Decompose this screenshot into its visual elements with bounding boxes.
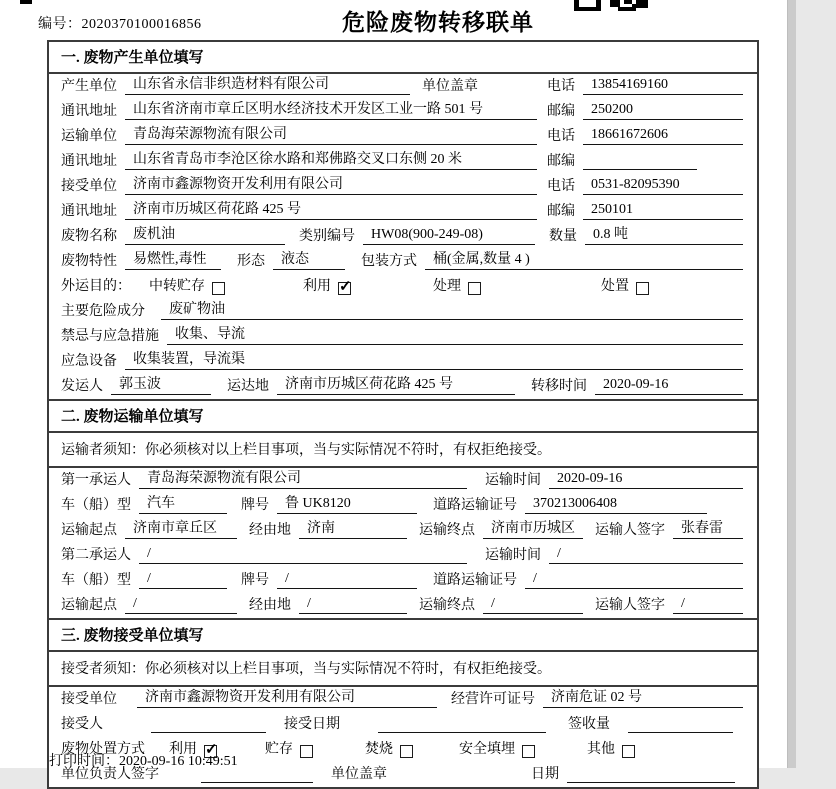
option-label: 其他 [587, 741, 615, 757]
via-label: 经由地 [249, 522, 291, 538]
row-shipper [49, 374, 757, 399]
producer-zip-value: 250200 [583, 102, 743, 120]
receiver-value: 济南市鑫源物资开发利用有限公司 [125, 177, 537, 195]
second-transport-time-value: / [549, 546, 743, 564]
option-label: 利用 [303, 278, 331, 294]
option-incinerate [365, 742, 413, 758]
option-label: 利用 [169, 741, 197, 757]
option-label: 中转贮存 [149, 278, 205, 294]
zip-label: 邮编 [547, 203, 575, 219]
transport-time-label: 运输时间 [485, 472, 541, 488]
option-utilize [303, 279, 351, 295]
producer-value: 山东省永信非织造材料有限公司 [125, 77, 410, 95]
taboo-label: 禁忌与应急措施 [61, 328, 159, 344]
receive-date-label: 接受日期 [284, 716, 340, 732]
checkbox-incinerate [400, 745, 413, 758]
taboo-value: 收集、导流 [167, 327, 743, 345]
receive-unit-value: 济南市鑫源物资开发利用有限公司 [137, 690, 437, 708]
second-carrier-sign-value: / [673, 596, 743, 614]
transporter-notice: 运输者须知：你必须核对以上栏目事项，当与实际情况不符时，有权拒绝接受。 [49, 433, 757, 468]
checkbox-transfer-storage [212, 282, 225, 295]
row-first-carrier [49, 468, 757, 493]
road-permit-label: 道路运输证号 [433, 572, 517, 588]
carrier-sign-label: 运输人签字 [595, 522, 665, 538]
category-label: 类别编号 [299, 228, 355, 244]
first-carrier-sign-value: 张春雷 [673, 521, 743, 539]
address-label: 通讯地址 [61, 203, 117, 219]
destination-value: 济南市历城区荷花路 425 号 [277, 377, 515, 395]
option-other [587, 742, 635, 758]
category-value: HW08(900-249-08) [363, 227, 535, 245]
transfer-time-value: 2020-09-16 [595, 377, 743, 395]
license-label: 经营许可证号 [451, 691, 535, 707]
option-label: 处置 [601, 278, 629, 294]
section2-title: 二. 废物运输单位填写 [49, 399, 757, 433]
row-first-route [49, 518, 757, 543]
origin-label: 运输起点 [61, 522, 117, 538]
transfer-time-label: 转移时间 [531, 378, 587, 394]
shipper-label: 发运人 [61, 378, 103, 394]
second-plate-value: / [277, 571, 417, 589]
first-transport-time-value: 2020-09-16 [549, 471, 743, 489]
waste-name-label: 废物名称 [61, 228, 117, 244]
receive-date-value [378, 716, 546, 733]
print-time-label: 打印时间： [49, 754, 119, 769]
road-permit-label: 道路运输证号 [433, 497, 517, 513]
equipment-value: 收集装置，导流渠 [125, 352, 743, 370]
document-number-value: 2020370100016856 [81, 17, 202, 32]
form-value: 液态 [273, 252, 345, 270]
plate-label: 牌号 [241, 497, 269, 513]
transporter-label: 运输单位 [61, 128, 117, 144]
receiver-address-value: 济南市历城区荷花路 425 号 [125, 202, 537, 220]
end-label: 运输终点 [419, 522, 475, 538]
receive-unit-label: 接受单位 [61, 691, 117, 707]
row-second-vehicle [49, 568, 757, 593]
purpose-label: 外运目的： [61, 278, 131, 294]
checkbox-store [300, 745, 313, 758]
second-origin-value: / [125, 596, 237, 614]
checkbox-dispose [636, 282, 649, 295]
second-vehicle-value: / [139, 571, 227, 589]
received-amount-value [628, 716, 733, 733]
row-waste-name [49, 224, 757, 249]
first-plate-value: 鲁 UK8120 [277, 496, 417, 514]
page-title: 危险废物转移联单 [342, 10, 534, 35]
receiver-zip-value: 250101 [583, 202, 743, 220]
second-carrier-value: / [139, 546, 467, 564]
option-label: 焚烧 [365, 741, 393, 757]
row-receive-unit [49, 687, 757, 712]
zip-label: 邮编 [547, 153, 575, 169]
manifest-form [47, 40, 759, 789]
phone-label: 电话 [547, 128, 575, 144]
address-label: 通讯地址 [61, 153, 117, 169]
print-time-value: 2020-09-16 10:49:51 [119, 754, 238, 769]
origin-label: 运输起点 [61, 597, 117, 613]
row-producer-address [49, 99, 757, 124]
second-carrier-label: 第二承运人 [61, 547, 131, 563]
row-transporter-address [49, 149, 757, 174]
row-hazard-component [49, 299, 757, 324]
option-dispose [601, 279, 649, 295]
row-purpose [49, 274, 757, 299]
row-producer [49, 74, 757, 99]
transporter-value: 青岛海荣源物流有限公司 [125, 127, 537, 145]
character-value: 易燃性,毒性 [125, 252, 221, 270]
unit-seal-label: 单位盖章 [331, 766, 387, 782]
equipment-label: 应急设备 [61, 353, 117, 369]
quantity-value: 0.8 吨 [585, 227, 743, 245]
receive-person-value [151, 716, 266, 733]
character-label: 废物特性 [61, 253, 117, 269]
vehicle-type-label: 车（船）型 [61, 497, 131, 513]
row-transporter [49, 124, 757, 149]
section3-title: 三. 废物接受单位填写 [49, 618, 757, 652]
option-label: 处理 [433, 278, 461, 294]
row-receiver [49, 174, 757, 199]
option-transfer-storage [149, 279, 225, 295]
transporter-zip-value [583, 153, 697, 170]
packing-label: 包装方式 [361, 253, 417, 269]
zip-label: 邮编 [547, 103, 575, 119]
receiver-label: 接受单位 [61, 178, 117, 194]
checkbox-utilize [338, 282, 351, 295]
date-value [567, 766, 735, 783]
hazard-label: 主要危险成分 [61, 303, 145, 319]
row-waste-character [49, 249, 757, 274]
address-label: 通讯地址 [61, 103, 117, 119]
first-end-value: 济南市历城区 [483, 521, 583, 539]
destination-label: 运达地 [227, 378, 269, 394]
row-emergency-equipment [49, 349, 757, 374]
transport-time-label: 运输时间 [485, 547, 541, 563]
second-via-value: / [299, 596, 407, 614]
first-road-permit-value: 370213006408 [525, 496, 707, 514]
packing-value: 桶(金属,数量 4 ) [425, 252, 743, 270]
document-number-label: 编号： [38, 17, 82, 32]
license-value: 济南危证 02 号 [543, 690, 743, 708]
via-label: 经由地 [249, 597, 291, 613]
quantity-label: 数量 [549, 228, 577, 244]
form-label: 形态 [237, 253, 265, 269]
first-vehicle-value: 汽车 [139, 496, 227, 514]
checkbox-other [622, 745, 635, 758]
plate-label: 牌号 [241, 572, 269, 588]
row-taboo-measures [49, 324, 757, 349]
receiver-phone-value: 0531-82095390 [583, 177, 743, 195]
disposal-method-label: 废物处置方式 [61, 741, 145, 757]
carrier-sign-label: 运输人签字 [595, 597, 665, 613]
row-second-route [49, 593, 757, 618]
hazard-value: 废矿物油 [161, 302, 743, 320]
row-receiver-address [49, 199, 757, 224]
row-receive-person [49, 712, 757, 737]
document-header [0, 0, 796, 38]
option-label: 安全填埋 [459, 741, 515, 757]
section1-title: 一. 废物产生单位填写 [49, 42, 757, 74]
receiver-notice: 接受者须知：你必须核对以上栏目事项，当与实际情况不符时，有权拒绝接受。 [49, 652, 757, 687]
scrollbar[interactable] [787, 0, 796, 768]
checkbox-landfill [522, 745, 535, 758]
received-amount-label: 签收量 [568, 716, 610, 732]
producer-address-value: 山东省济南市章丘区明水经济技术开发区工业一路 501 号 [125, 102, 537, 120]
producer-phone-value: 13854169160 [583, 77, 743, 95]
transporter-phone-value: 18661672606 [583, 127, 743, 145]
transporter-address-value: 山东省青岛市李沧区徐水路和郑佛路交叉口东侧 20 米 [125, 152, 537, 170]
end-label: 运输终点 [419, 597, 475, 613]
seal-label: 单位盖章 [422, 78, 478, 94]
option-treat [433, 279, 481, 295]
first-carrier-value: 青岛海荣源物流有限公司 [139, 471, 467, 489]
shipper-value: 郭玉波 [111, 377, 211, 395]
row-second-carrier [49, 543, 757, 568]
waste-name-value: 废机油 [125, 227, 285, 245]
producer-label: 产生单位 [61, 78, 117, 94]
second-road-permit-value: / [525, 571, 743, 589]
checkbox-treat [468, 282, 481, 295]
first-via-value: 济南 [299, 521, 407, 539]
option-landfill [459, 742, 535, 758]
option-label: 贮存 [265, 741, 293, 757]
receive-person-label: 接受人 [61, 716, 103, 732]
first-origin-value: 济南市章丘区 [125, 521, 237, 539]
phone-label: 电话 [547, 78, 575, 94]
print-time [49, 750, 238, 770]
vehicle-type-label: 车（船）型 [61, 572, 131, 588]
second-end-value: / [483, 596, 583, 614]
phone-label: 电话 [547, 178, 575, 194]
option-store [265, 742, 313, 758]
date-label: 日期 [531, 766, 559, 782]
first-carrier-label: 第一承运人 [61, 472, 131, 488]
row-first-vehicle [49, 493, 757, 518]
responsible-sign-label: 单位负责人签字 [61, 766, 159, 782]
